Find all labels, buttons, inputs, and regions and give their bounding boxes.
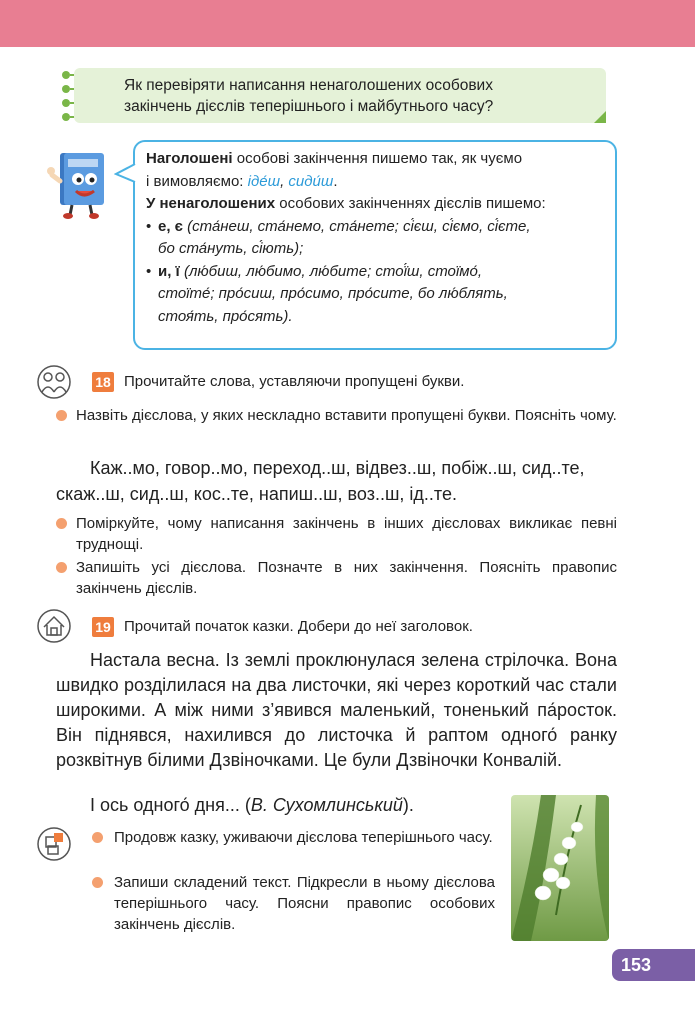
rule-line: [146, 171, 611, 194]
rule-content: [146, 148, 611, 328]
bullet-icon: [56, 410, 67, 421]
task-bullet-text: Запишіть усі дієслова. Позначте в них закінчення. Поясніть правопис закінчень дієслів.: [76, 559, 617, 597]
task-title: Прочитай початок казки. Добери до неї заголовок.: [124, 618, 473, 635]
top-color-band: [0, 0, 695, 47]
question-line: Як перевіряти написання ненаголошених особових: [124, 77, 493, 94]
rule-text: .: [333, 172, 338, 190]
task-bullet-text: Запиши складений текст. Підкресли в ньому дієслова теперішнього часу. Поясни правопис особових закінчень дієслів.: [114, 874, 495, 933]
rule-bold: Наголошені: [146, 150, 233, 167]
rule-text: особові закінчення пишемо так, як чуємо: [232, 150, 523, 167]
task-number-badge: 19: [92, 617, 114, 637]
rule-line: [146, 193, 611, 216]
rule-example: іде́ш: [247, 172, 281, 190]
bullet-icon: [56, 518, 67, 529]
bullet-icon: [56, 562, 67, 573]
story-ending: [90, 793, 510, 818]
task-bullet-text: Назвіть дієслова, у яких нескладно вставити пропущені букви. Поясніть чому.: [76, 407, 617, 424]
story-ending-text: І ось одного́ дня... (: [90, 795, 251, 815]
question-line: закінчень дієслів теперішнього і майбутнього часу?: [124, 98, 494, 115]
story-author: В. Сухомлинський: [250, 795, 403, 815]
rule-example: стоїте́; про́сиш, про́симо, про́сите, бо лю́блять,: [158, 285, 508, 302]
rule-example: сиди́ш: [288, 172, 334, 190]
question-box: [74, 68, 606, 123]
corner-decoration: [594, 111, 606, 123]
bullet-icon: [92, 832, 103, 843]
question-text: [124, 75, 594, 117]
rule-text: і вимовляємо:: [146, 172, 248, 190]
pair-work-icon: [36, 364, 72, 400]
rule-line: [146, 148, 611, 171]
rule-letters: е, є: [158, 217, 183, 235]
rule-item: [146, 216, 611, 261]
rule-letters: и, ї: [158, 262, 180, 280]
rule-text: особових закінченнях дієслів пишемо:: [275, 195, 546, 212]
rule-example: (лю́биш, лю́бимо, лю́бите; стої́ш, стоїмо́,: [179, 262, 483, 280]
story-ending-text: ).: [402, 795, 414, 815]
rule-example: бо ста́нуть, сі́ють);: [158, 240, 304, 257]
rule-text: ,: [280, 172, 289, 190]
bullet-icon: [92, 877, 103, 888]
exercise-words: Каж..мо, говор..мо, переход..ш, відвез..ш, побіж..ш, сид..те,: [90, 458, 585, 478]
task-bullet-text: Поміркуйте, чому написання закінчень в інших дієсловах викликає певні труднощі.: [76, 515, 617, 553]
home-task-icon: [36, 608, 72, 644]
exercise-words: скаж..ш, сид..ш, кос..те, напиш..ш, воз..ш, ід..те.: [56, 484, 457, 504]
puzzle-creative-icon: [36, 826, 72, 862]
task-number-badge: 18: [92, 372, 114, 392]
rule-bold: У ненаголошених: [146, 195, 276, 212]
task-bullet-text: Продовж казку, уживаючи дієслова теперішнього часу.: [114, 829, 493, 846]
rule-item: [146, 261, 611, 329]
rule-example: стоя́ть, про́сять).: [158, 307, 293, 325]
rule-example: (ста́неш, ста́немо, ста́нете; сі́єш, сі́ємо, сі́єте,: [182, 217, 531, 235]
book-mascot-icon: [42, 145, 112, 220]
task-title: Прочитайте слова, уставляючи пропущені букви.: [124, 373, 465, 390]
speech-bubble-tail: [114, 162, 138, 184]
story-text: Настала весна. Із землі проклюнулася зелена стрілочка. Вона швидко розділилася на два листочки, які через короткий час стали широкими. А між ними з’явився маленький, тоненький па́росток. Він піднявся, нахилився до листочка й раптом одного́ ранку розквітнув білими Дзвіночками. Це були Дзвіночки Конвалій.: [56, 650, 617, 770]
lily-of-the-valley-photo: [511, 795, 609, 941]
page-number: 153: [620, 955, 652, 975]
